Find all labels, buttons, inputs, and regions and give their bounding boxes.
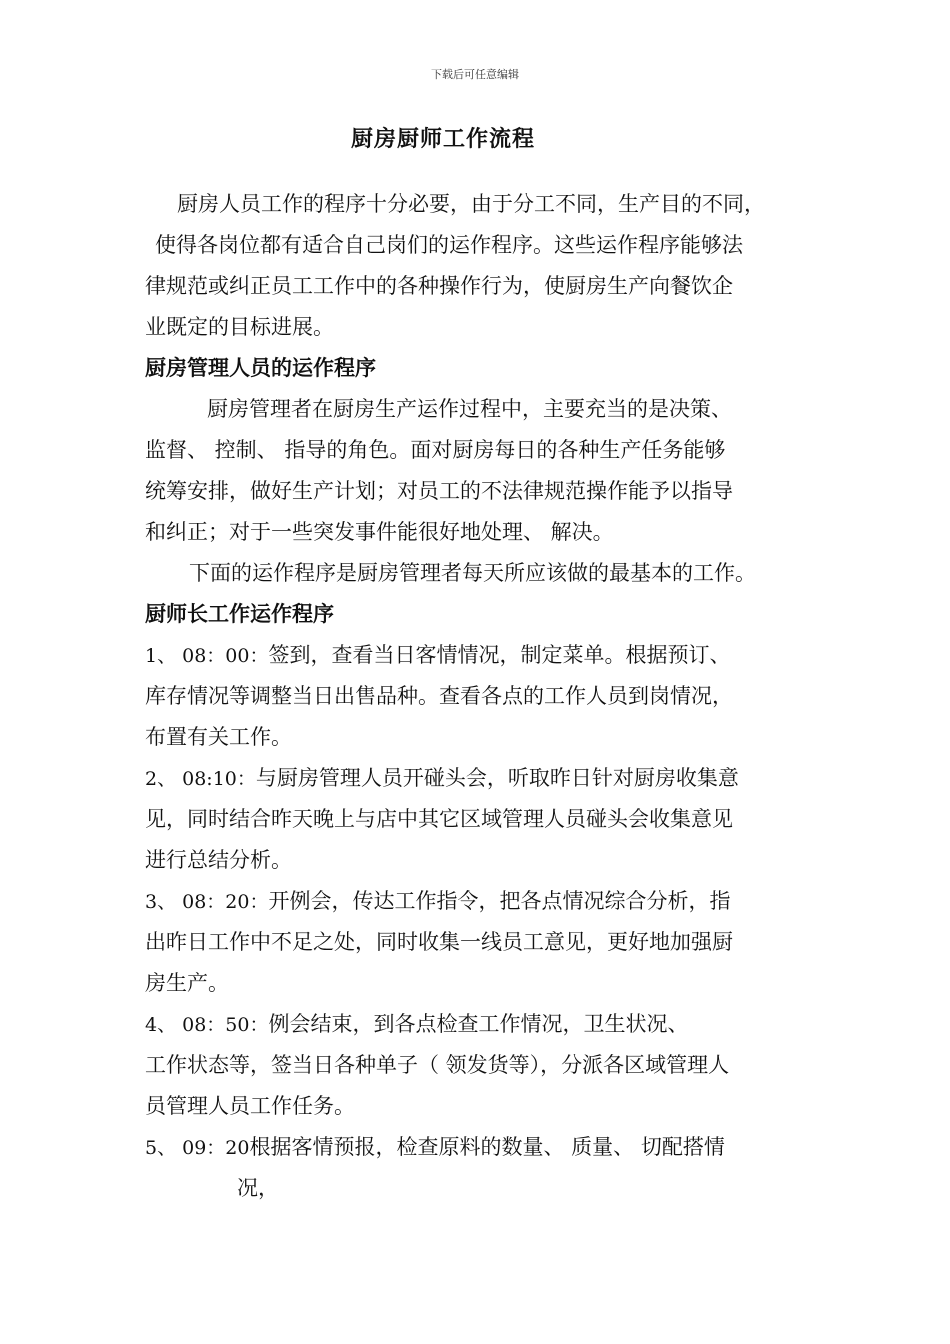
schedule-line: 况，: [237, 1176, 279, 1200]
document-body: [145, 184, 817, 1209]
schedule-first-line: [145, 758, 817, 799]
intro-line: 使得各岗位都有适合自己岗们的运作程序。这些运作程序能够法: [155, 233, 743, 257]
schedule-number: 4、 08：50：: [145, 1014, 269, 1036]
schedule-line: 出昨日工作中不足之处，同时收集一线员工意见，更好地加强厨: [145, 930, 733, 954]
schedule-text: 开例会，传达工作指令，把各点情况综合分析，指: [268, 889, 731, 913]
schedule-text: 例会结束，到各点检查工作情况，卫生状况、: [268, 1012, 689, 1036]
schedule-line: 见，同时结合昨天晚上与店中其它区域管理人员碰头会收集意见: [145, 807, 733, 831]
schedule-line: 布置有关工作。: [145, 725, 292, 749]
schedule-first-line: [145, 1004, 817, 1045]
section1-line: 监督、 控制、 指导的角色。面对厨房每日的各种生产任务能够: [145, 438, 726, 462]
schedule-text: 根据客情预报，检查原料的数量、 质量、 切配搭情: [249, 1135, 725, 1159]
schedule-item-5: [145, 1127, 817, 1209]
section1-line: 下面的运作程序是厨房管理者每天所应该做的最基本的工作。: [189, 561, 756, 585]
schedule-number: 1、 08：00：: [145, 645, 269, 667]
section-heading: 厨师长工作运作程序: [145, 602, 334, 626]
schedule-item-1: [145, 635, 817, 758]
section1-line: 和纠正；对于一些突发事件能很好地处理、 解决。: [145, 520, 614, 544]
schedule-first-line: [145, 881, 817, 922]
intro-line: 厨房人员工作的程序十分必要，由于分工不同，生产目的不同，: [177, 192, 765, 216]
schedule-text: 签到，查看当日客情情况，制定菜单。根据预订、: [268, 643, 731, 667]
schedule-first-line: [145, 1127, 817, 1168]
document-title: 厨房厨师工作流程: [350, 127, 535, 152]
schedule-first-line: [145, 635, 817, 676]
schedule-line: 房生产。: [145, 971, 229, 995]
section1-line: 厨房管理者在厨房生产运作过程中，主要充当的是决策、: [207, 397, 732, 421]
schedule-item-4: [145, 1004, 817, 1127]
section-heading: 厨房管理人员的运作程序: [145, 356, 376, 380]
schedule-line: 进行总结分析。: [145, 848, 292, 872]
intro-line: 律规范或纠正员工工作中的各种操作行为，使厨房生产向餐饮企: [145, 274, 733, 298]
section1-line: 统筹安排，做好生产计划；对员工的不法律规范操作能予以指导: [145, 479, 733, 503]
intro-line: 业既定的目标进展。: [145, 315, 334, 339]
schedule-item-2: [145, 758, 817, 881]
schedule-number: 3、 08：20：: [145, 891, 269, 913]
schedule-text: 与厨房管理人员开碰头会，听取昨日针对厨房收集意: [255, 766, 739, 790]
schedule-number: 5、 09：20: [145, 1137, 250, 1159]
schedule-line: 员管理人员工作任务。: [145, 1094, 355, 1118]
schedule-number: 2、 08:10：: [145, 768, 256, 790]
schedule-line: 库存情况等调整当日出售品种。查看各点的工作人员到岗情况，: [145, 684, 733, 708]
header-note: 下载后可任意编辑: [431, 68, 519, 81]
schedule-line: 工作状态等，签当日各种单子（ 领发货等），分派各区域管理人: [145, 1053, 730, 1077]
schedule-item-3: [145, 881, 817, 1004]
